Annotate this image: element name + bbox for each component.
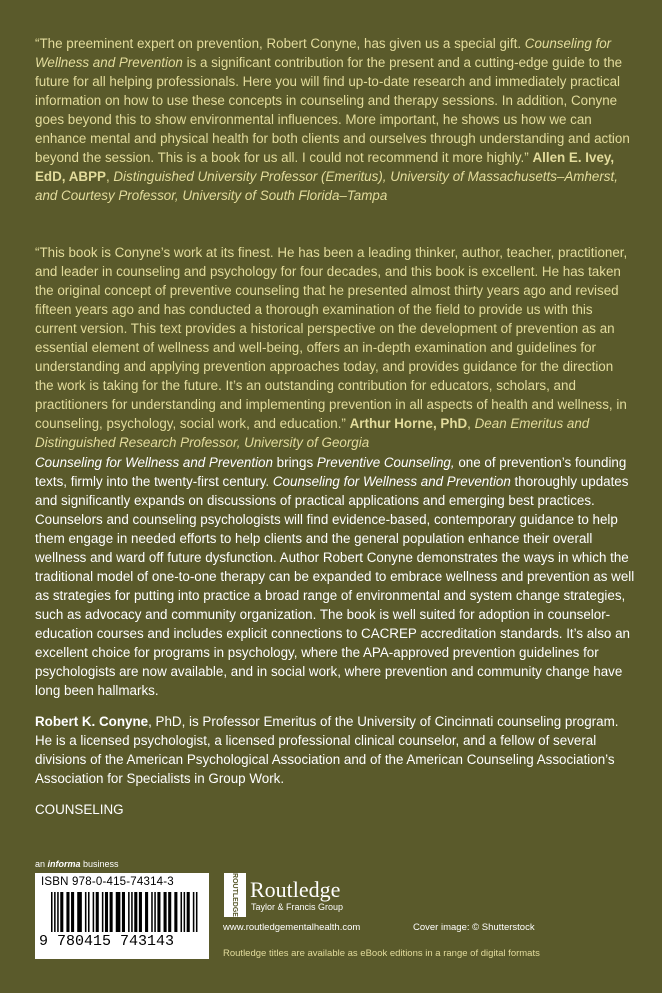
barcode-bar (128, 892, 130, 932)
cover-image-credit: Cover image: © Shutterstock (413, 922, 535, 933)
barcode-bars (51, 892, 199, 932)
author-bio-text: , is Professor Emeritus of the University of Cincinnati counseling program. He is a licensed psychologist, a licensed professional clinical counselor, and a fellow of several divisions of the American Psychological Association and of the American Counseling Association’s Association for Specialists in Group Work. (35, 714, 619, 786)
quote-text-start: “The preeminent expert on prevention, Robert Conyne, has given us a special gift. (35, 36, 525, 51)
publisher-website: www.routledgementalhealth.com (223, 922, 361, 933)
barcode-bar (193, 892, 195, 932)
barcode-bar (164, 892, 167, 932)
quote-text-end: is a significant contribution for the present and a cutting-edge guide to the future for all helping professionals. Here you will find up-to-date research and immediately practical information on how to use these concepts in counseling and therapy sessions. In addition, Conyne goes beyond this to show environmental influences. More important, he shows us how we can enhance mental and physical health for both clients and ourselves through understanding and action beyond the session. This is a book for us all. I could not recommend it more highly.” (35, 55, 630, 165)
informa-business-line (35, 858, 119, 870)
barcode-bar (51, 892, 53, 932)
author-credential: , PhD (148, 714, 182, 729)
logo-vertical-text: ROUTLEDGE (231, 873, 239, 917)
description-text: one of prevention’s founding texts, firmly into the twenty-first century. (35, 455, 627, 489)
barcode-bar (151, 892, 153, 932)
endorsement-quote-horne: “This book is Conyne’s work at its finest. He has been a leading thinker, author, teacher, practitioner, and leader in counseling and psychology for four decades, and this book is excellent. He has taken the original concept of preventive counseling that he presented almost thirty years ago and revised fifteen years ago and has conducted a thorough examination of the field to provide us with this current version. This text provides a historical perspective on the development of prevention as an essential element of wellness and well-being, offers an in-depth examination and guidelines for understanding and applying prevention approaches today, and provides guidance for the direction the work is taking for the future. It’s an outstanding contribution for educators, scholars, and practitioners for understanding and implementing prevention in all aspects of health and wellness, in counseling, psychology, social work, and education.” Arthur Horne, PhD, Dean Emeritus and Distinguished Research Professor, University of Georgia (35, 245, 628, 450)
prior-title-italic: Preventive Counseling, (316, 455, 455, 470)
barcode-bar (181, 892, 183, 932)
barcode-bar (93, 892, 95, 932)
quote-affiliation: Dean Emeritus and Distinguished Research Professor, University of Georgia (35, 416, 590, 450)
informa-prefix: an (35, 859, 48, 869)
book-title-italic: Counseling for Wellness and Prevention (272, 474, 511, 489)
ebook-availability-note: Routledge titles are available as eBook editions in a range of digital formats (223, 948, 540, 959)
quote-affiliation: Distinguished University Professor (Emeritus), University of Massachusetts–Amherst, and Courtesy Professor, University of South Florida–Tampa (35, 169, 618, 203)
barcode-bar (102, 892, 104, 932)
barcode-bar (122, 892, 125, 932)
barcode-bar (57, 892, 59, 932)
category-label: COUNSELING (35, 802, 124, 817)
barcode-bar (88, 892, 90, 932)
barcode-bar (145, 892, 148, 932)
book-title-italic: Counseling for Wellness and Prevention (35, 455, 273, 470)
description-text: thoroughly updates and significantly expands on discussions of practical applications and emerging best practices. Counselors and counseling psychologists will find evidence-based, contemporary guidance to help them engage in needed efforts to help clients and the general population enhance their overall wellness and ward off future dysfunction. Author Robert Conyne demonstrates the ways in which the traditional model of one-to-one therapy can be expanded to embrace wellness and prevention as well as strategies for putting into practice a broad range of environmental and system change strategies, such as advocacy and community organization. The book is well suited for adoption in counselor-education courses and includes explicit connections to CACREP accreditation standards. It’s also an excellent choice for programs in psychology, where the APA-approved prevention guidelines for psychologists are now available, and in social work, where prevention and community change have long been hallmarks. (35, 474, 635, 698)
barcode-digits: 9 780415 743143 (39, 933, 175, 950)
barcode-bar (154, 892, 156, 932)
barcode-bar (157, 892, 160, 932)
isbn-number: ISBN 978-0-415-74314-3 (41, 876, 174, 888)
barcode-bar (168, 892, 171, 932)
quote-text: “This book is Conyne’s work at its finest. He has been a leading thinker, author, teacher, practitioner, and leader in counseling and psychology for four decades, and this book is excellent. He has taken the original concept of preventive counseling that he presented almost thirty years ago and revised fifteen years ago and has conducted a thorough examination of the field to provide us with this current version. This text provides a historical perspective on the development of prevention as an essential element of wellness and well-being, offers an in-depth examination and guidelines for understanding and applying prevention approaches today, and provides guidance for the direction the work is taking for the future. It’s an outstanding contribution for educators, scholars, and practitioners for understanding and implementing prevention in all aspects of health and wellness, in counseling, psychology, social work, and education.” (35, 245, 628, 431)
author-name: Robert K. Conyne (35, 714, 149, 729)
barcode-bar (60, 892, 63, 932)
author-bio (35, 712, 635, 788)
informa-suffix: business (80, 859, 119, 869)
endorsement-quote-ivey: “The preeminent expert on prevention, Robert Conyne, has given us a special gift. Counseling for Wellness and Prevention is a significant contribution for the present and a cutting-edge guide to the future for all helping professionals. Here you will find up-to-date research and immediately practical information on how to use these concepts in counseling and therapy sessions. In addition, Conyne goes beyond this to show environmental influences. More important, he shows us how we can enhance mental and physical health for both clients and ourselves through understanding and action beyond the session. This is a book for us all. I could not recommend it more highly.” Allen E. Ivey, EdD, ABPP, Distinguished University Professor (Emeritus), University of Massachusetts–Amherst, and Courtesy Professor, University of South Florida–Tampa (35, 36, 630, 203)
informa-brand: informa (47, 859, 81, 869)
barcode-bar (131, 892, 133, 932)
book-title-italic: Counseling for Wellness and Prevention (35, 36, 612, 70)
barcode-bar (116, 892, 121, 932)
publisher-name: Routledge (250, 877, 341, 902)
description-text: brings (272, 455, 317, 470)
barcode-bar (184, 892, 186, 932)
barcode-box (35, 873, 209, 959)
quote-author: Arthur Horne, PhD (349, 416, 468, 431)
barcode-bar (196, 892, 198, 932)
barcode-bar (85, 892, 87, 932)
barcode-bar (174, 892, 177, 932)
barcode-bar (110, 892, 113, 932)
barcode-bar (71, 892, 74, 932)
barcode-bar (134, 892, 137, 932)
routledge-logo-icon (224, 873, 246, 917)
barcode-bar (77, 892, 82, 932)
barcode-bar (54, 892, 56, 932)
quote-author: Allen E. Ivey, EdD, ABPP (35, 150, 615, 184)
barcode-bar (66, 892, 69, 932)
barcode-bar (187, 892, 190, 932)
book-description (35, 453, 635, 700)
publisher-group: Taylor & Francis Group (251, 902, 344, 912)
barcode-bar (96, 892, 99, 932)
barcode-bar (139, 892, 142, 932)
barcode-bar (105, 892, 108, 932)
